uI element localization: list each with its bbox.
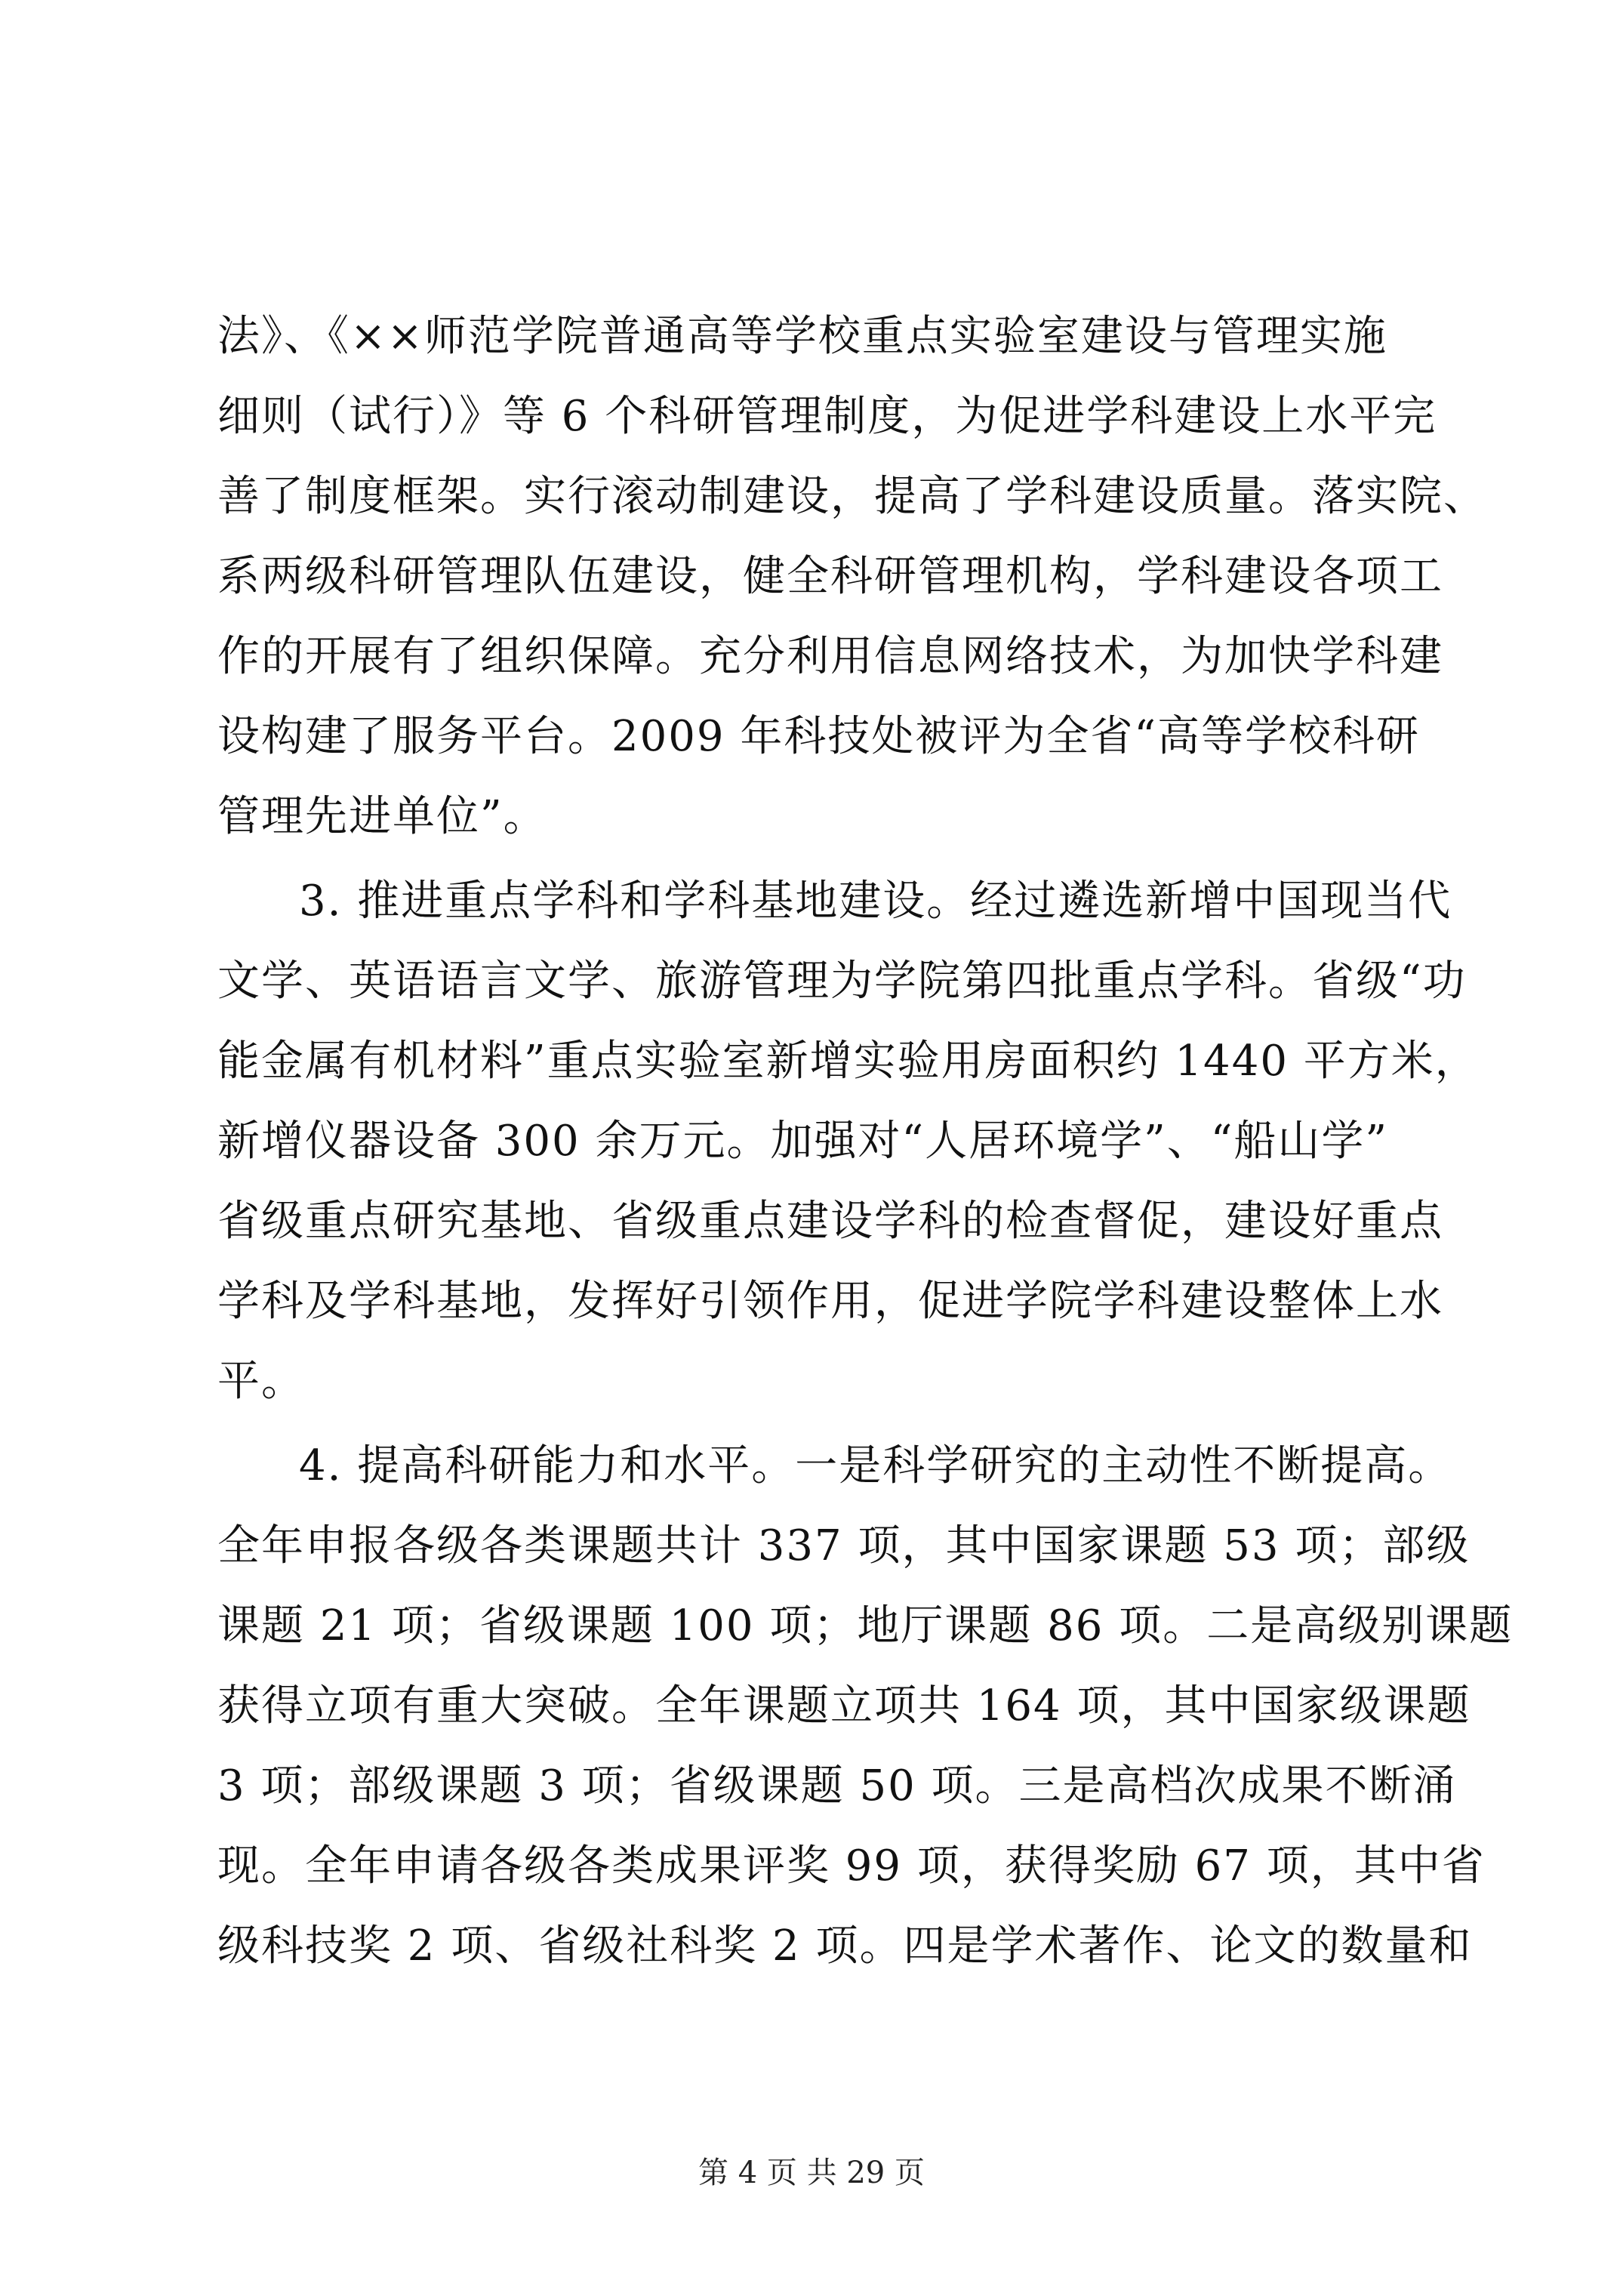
text-line: 作的开展有了组织保障。充分利用信息网络技术，为加快学科建 — [217, 632, 1443, 681]
text-line: 系两级科研管理队伍建设，健全科研管理机构，学科建设各项工 — [217, 552, 1443, 601]
text-line: 获得立项有重大突破。全年课题立项共 164 项，其中国家级课题 — [217, 1681, 1471, 1730]
text-line: 课题 21 项；省级课题 100 项；地厅课题 86 项。二是高级别课题 — [217, 1601, 1514, 1650]
text-line: 新增仪器设备 300 余万元。加强对“人居环境学”、“船山学” — [217, 1117, 1389, 1166]
text-line: 文学、英语语言文学、旅游管理为学院第四批重点学科。省级“功 — [217, 957, 1467, 1006]
text-line: 细则（试行）》等 6 个科研管理制度，为促进学科建设上水平完 — [217, 392, 1437, 441]
text-line: 善了制度框架。实行滚动制建设，提高了学科建设质量。落实院、 — [217, 472, 1487, 521]
text-line: 法》、《××师范学院普通高等学校重点实验室建设与管理实施 — [217, 312, 1387, 361]
text-line: 学科及学科基地，发挥好引领作用，促进学院学科建设整体上水 — [217, 1277, 1443, 1326]
text-line: 设构建了服务平台。2009 年科技处被评为全省“高等学校科研 — [217, 712, 1420, 761]
text-line: 全年申报各级各类课题共计 337 项，其中国家课题 53 项；部级 — [217, 1521, 1471, 1570]
text-line: 级科技奖 2 项、省级社科奖 2 项。四是学术著作、论文的数量和 — [217, 1922, 1473, 1971]
page-footer: 第 4 页 共 29 页 — [698, 2156, 925, 2190]
text-line: 平。 — [217, 1357, 305, 1406]
text-line: 管理先进单位”。 — [217, 792, 547, 841]
paragraph-heading-3: 3. 推进重点学科和学科基地建设。经过遴选新增中国现当代 — [299, 877, 1452, 926]
paragraph-heading-4: 4. 提高科研能力和水平。一是科学研究的主动性不断提高。 — [299, 1441, 1452, 1490]
text-line: 现。全年申请各级各类成果评奖 99 项，获得奖励 67 项，其中省 — [217, 1841, 1486, 1891]
text-line: 省级重点研究基地、省级重点建设学科的检查督促，建设好重点 — [217, 1197, 1443, 1246]
text-line: 3 项；部级课题 3 项；省级课题 50 项。三是高档次成果不断涌 — [217, 1761, 1457, 1811]
text-line: 能金属有机材料”重点实验室新增实验用房面积约 1440 平方米， — [217, 1037, 1479, 1086]
